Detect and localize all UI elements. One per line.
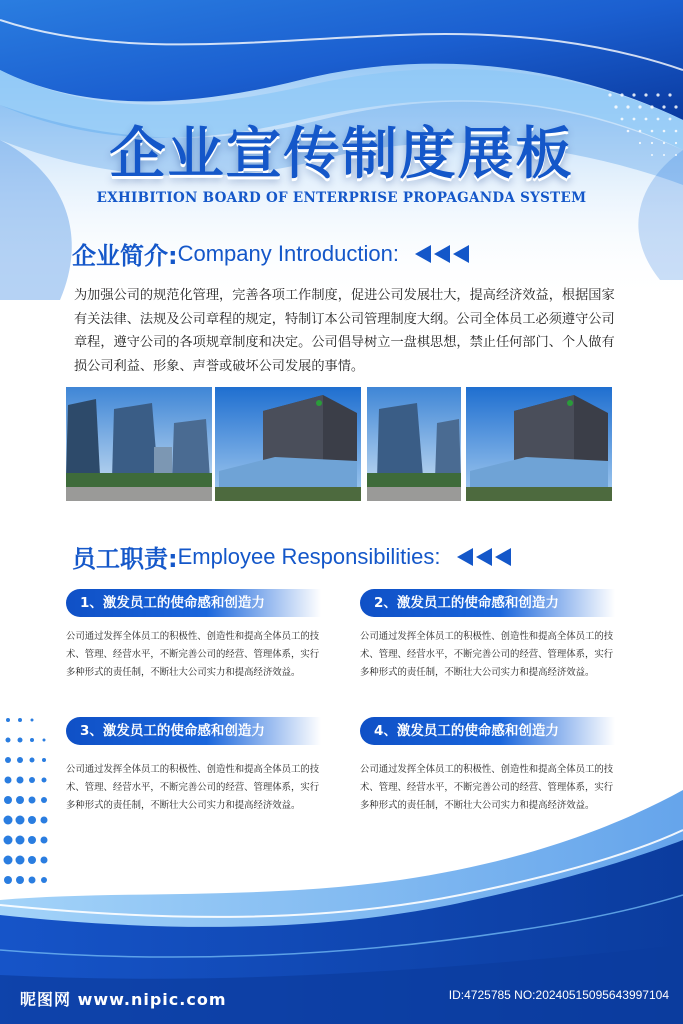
card-text-3: 公司通过发挥全体员工的积极性、创造性和提高全体员工的技术、管理、经营水平，不断完善公司的经营、管理体系，实行多种形式的责任制，不断壮大公司实力和提高经济效益。 (66, 764, 320, 811)
poster-title: 企业宣传制度展板 (109, 121, 574, 187)
photo-strip (66, 387, 612, 501)
card-title-4: 4、激发员工的使命感和创造力 (360, 717, 615, 745)
card-text-1: 公司通过发挥全体员工的积极性、创造性和提高全体员工的技术、管理、经营水平，不断完善公司的经营、管理体系，实行多种形式的责任制，不断壮大公司实力和提高经济效益。 (66, 631, 320, 678)
headquarters-building-photo (215, 387, 361, 501)
intro-heading-cn: 企业简介: (72, 242, 178, 270)
triple-arrow-icon (415, 245, 472, 263)
card-title-1: 1、激发员工的使命感和创造力 (66, 589, 321, 617)
card-title-2: 2、激发员工的使命感和创造力 (360, 589, 615, 617)
image-id-watermark: ID:4725785 NO:20240515095643997104 (448, 988, 669, 1002)
triple-arrow-icon (457, 548, 514, 566)
office-towers-photo (66, 387, 212, 501)
headquarters-building-photo-2 (466, 387, 612, 501)
employee-heading-en: Employee Responsibilities: (177, 543, 441, 569)
card-title-3: 3、激发员工的使命感和创造力 (66, 717, 321, 745)
nipic-watermark: 昵图网 www.nipic.com (20, 990, 227, 1009)
card-text-4: 公司通过发挥全体员工的积极性、创造性和提高全体员工的技术、管理、经营水平，不断完善公司的经营、管理体系，实行多种形式的责任制，不断壮大公司实力和提高经济效益。 (360, 764, 614, 811)
intro-heading (72, 236, 472, 271)
employee-heading-cn: 员工职责: (72, 545, 178, 573)
intro-heading-en: Company Introduction: (177, 240, 399, 266)
intro-text: 为加强公司的规范化管理，完善各项工作制度，促进公司发展壮大，提高经济效益，根据国家有关法律、法规及公司章程的规定，特制订本公司管理制度大纲。公司全体员工必须遵守公司章程，遵守公司的各项规章制度和决定。公司倡导树立一盘棋思想，禁止任何部门、个人做有损公司利益、形象、声誉或破坏公司发展的事情。 (74, 288, 615, 374)
office-towers-photo-2 (367, 387, 461, 501)
employee-heading (72, 539, 514, 574)
poster-subtitle: EXHIBITION BOARD OF ENTERPRISE PROPAGANDA SYSTEM (96, 190, 587, 206)
card-text-2: 公司通过发挥全体员工的积极性、创造性和提高全体员工的技术、管理、经营水平，不断完善公司的经营、管理体系，实行多种形式的责任制，不断壮大公司实力和提高经济效益。 (360, 631, 614, 678)
